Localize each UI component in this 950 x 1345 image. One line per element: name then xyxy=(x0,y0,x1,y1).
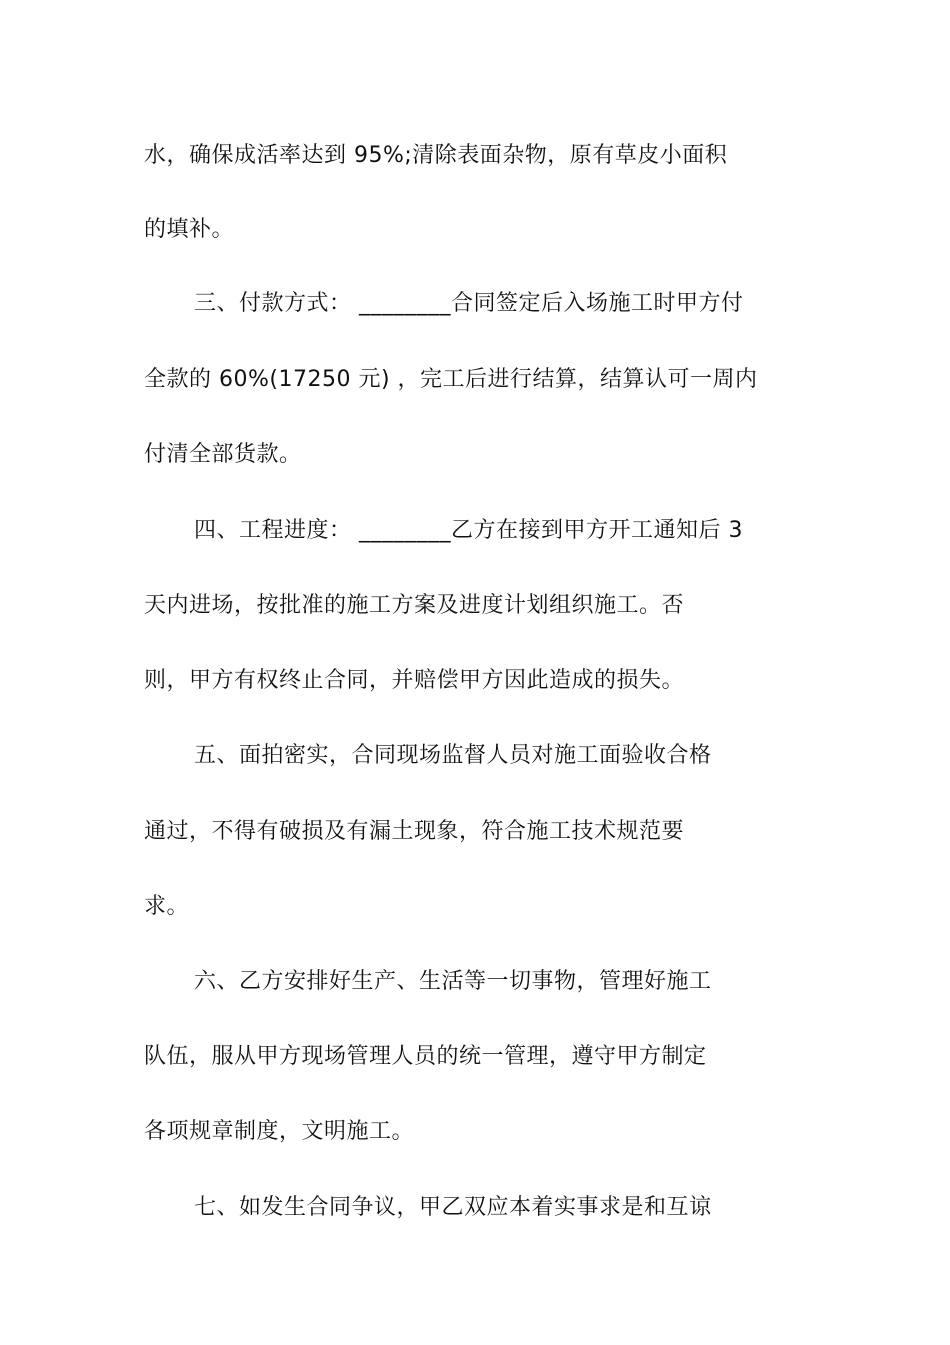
text-line: 的填补。 xyxy=(144,217,235,242)
text-line: 队伍，服从甲方现场管理人员的统一管理，遵守甲方制定 xyxy=(144,1044,707,1069)
text-line: 求。 xyxy=(144,894,190,919)
text-line: 天内进场，按批准的施工方案及进度计划组织施工。否 xyxy=(144,593,685,618)
text-line: 付清全部货款。 xyxy=(144,442,302,467)
section-heading-line: 六、乙方安排好生产、生活等一切事物，管理好施工 xyxy=(194,969,712,994)
section-heading-line: 七、如发生合同争议，甲乙双应本着实事求是和互谅 xyxy=(194,1195,712,1220)
text-line: 水，确保成活率达到 95%;清除表面杂物，原有草皮小面积 xyxy=(144,143,728,168)
section-heading-line: 三、付款方式： ________合同签定后入场施工时甲方付 xyxy=(194,291,744,316)
text-line: 通过，不得有破损及有漏土现象，符合施工技术规范要 xyxy=(144,819,685,844)
text-line: 各项规章制度，文明施工。 xyxy=(144,1119,415,1144)
section-heading-line: 四、工程进度： ________乙方在接到甲方开工通知后 3 xyxy=(194,518,743,543)
section-heading-line: 五、面拍密实，合同现场监督人员对施工面验收合格 xyxy=(194,743,712,768)
text-line: 全款的 60%(17250 元) ，完工后进行结算，结算认可一周内 xyxy=(144,367,758,392)
text-line: 则，甲方有权终止合同，并赔偿甲方因此造成的损失。 xyxy=(144,668,685,693)
